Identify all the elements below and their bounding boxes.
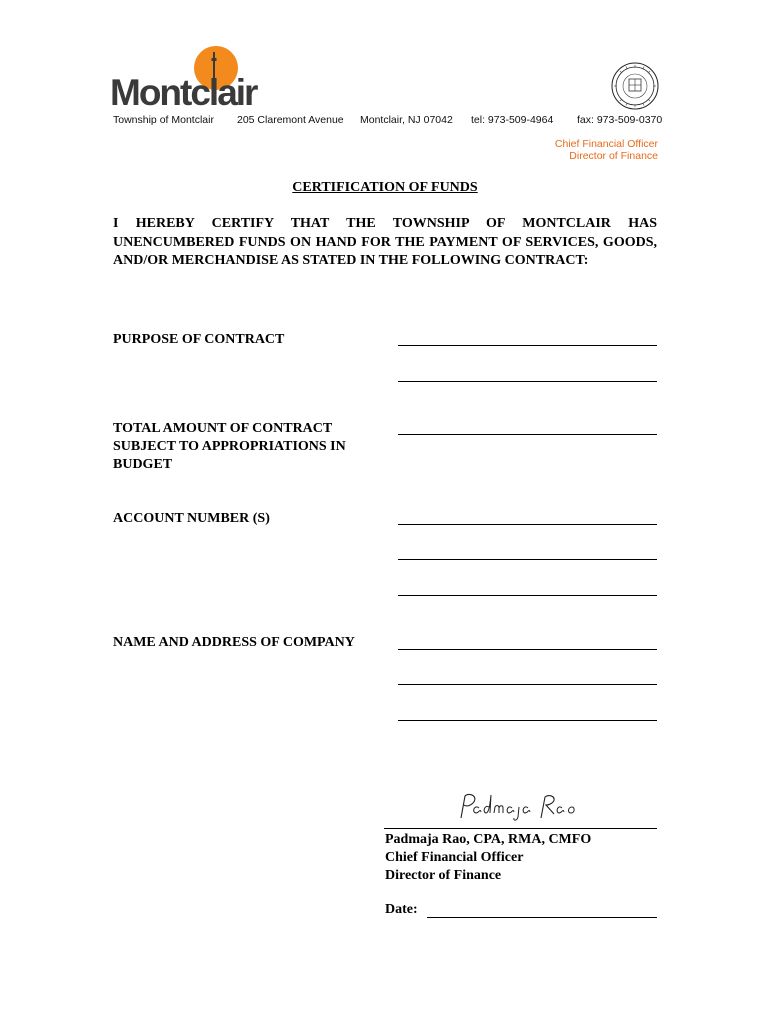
company-line-3[interactable] bbox=[398, 720, 657, 721]
company-label: NAME AND ADDRESS OF COMPANY bbox=[113, 635, 355, 650]
address-street: 205 Claremont Avenue bbox=[237, 114, 344, 126]
amount-line[interactable] bbox=[398, 434, 657, 435]
signatory-name: Padmaja Rao, CPA, RMA, CMFO bbox=[385, 832, 592, 847]
purpose-line-2[interactable] bbox=[398, 381, 657, 382]
account-label: ACCOUNT NUMBER (S) bbox=[113, 511, 270, 526]
account-line-1[interactable] bbox=[398, 524, 657, 525]
signatory-title-director: Director of Finance bbox=[385, 868, 502, 883]
amount-label-line-2: SUBJECT TO APPROPRIATIONS IN bbox=[113, 439, 346, 454]
signatory-title-cfo: Chief Financial Officer bbox=[385, 850, 524, 865]
office-title-director: Director of Finance bbox=[569, 150, 658, 162]
address-township: Township of Montclair bbox=[113, 114, 214, 126]
account-line-3[interactable] bbox=[398, 595, 657, 596]
address-city: Montclair, NJ 07042 bbox=[360, 114, 453, 126]
amount-label-line-3: BUDGET bbox=[113, 457, 173, 472]
township-seal-icon bbox=[611, 62, 659, 110]
account-line-2[interactable] bbox=[398, 559, 657, 560]
signature-line[interactable] bbox=[384, 828, 657, 829]
date-label: Date: bbox=[385, 902, 418, 917]
certification-statement: I HEREBY CERTIFY THAT THE TOWNSHIP OF MONTCLAIR HAS UNENCUMBERED FUNDS ON HAND FOR THE PAYMENT OF SERVICES, GOODS, AND/OR MERCHANDISE AS STATED IN THE FOLLOWING CONTRACT: bbox=[113, 216, 657, 268]
date-line[interactable] bbox=[427, 917, 657, 918]
handwritten-signature bbox=[455, 790, 585, 822]
office-title-cfo: Chief Financial Officer bbox=[554, 138, 658, 150]
address-tel: tel: 973-509-4964 bbox=[471, 114, 554, 126]
logo-wordmark: Montclair bbox=[110, 72, 257, 113]
amount-label-line-1: TOTAL AMOUNT OF CONTRACT bbox=[113, 421, 333, 436]
purpose-label: PURPOSE OF CONTRACT bbox=[113, 332, 285, 347]
address-fax: fax: 973-509-0370 bbox=[577, 114, 663, 126]
montclair-logo bbox=[110, 44, 270, 114]
company-line-2[interactable] bbox=[398, 684, 657, 685]
document-heading: CERTIFICATION OF FUNDS bbox=[292, 180, 478, 195]
company-line-1[interactable] bbox=[398, 649, 657, 650]
purpose-line-1[interactable] bbox=[398, 345, 657, 346]
